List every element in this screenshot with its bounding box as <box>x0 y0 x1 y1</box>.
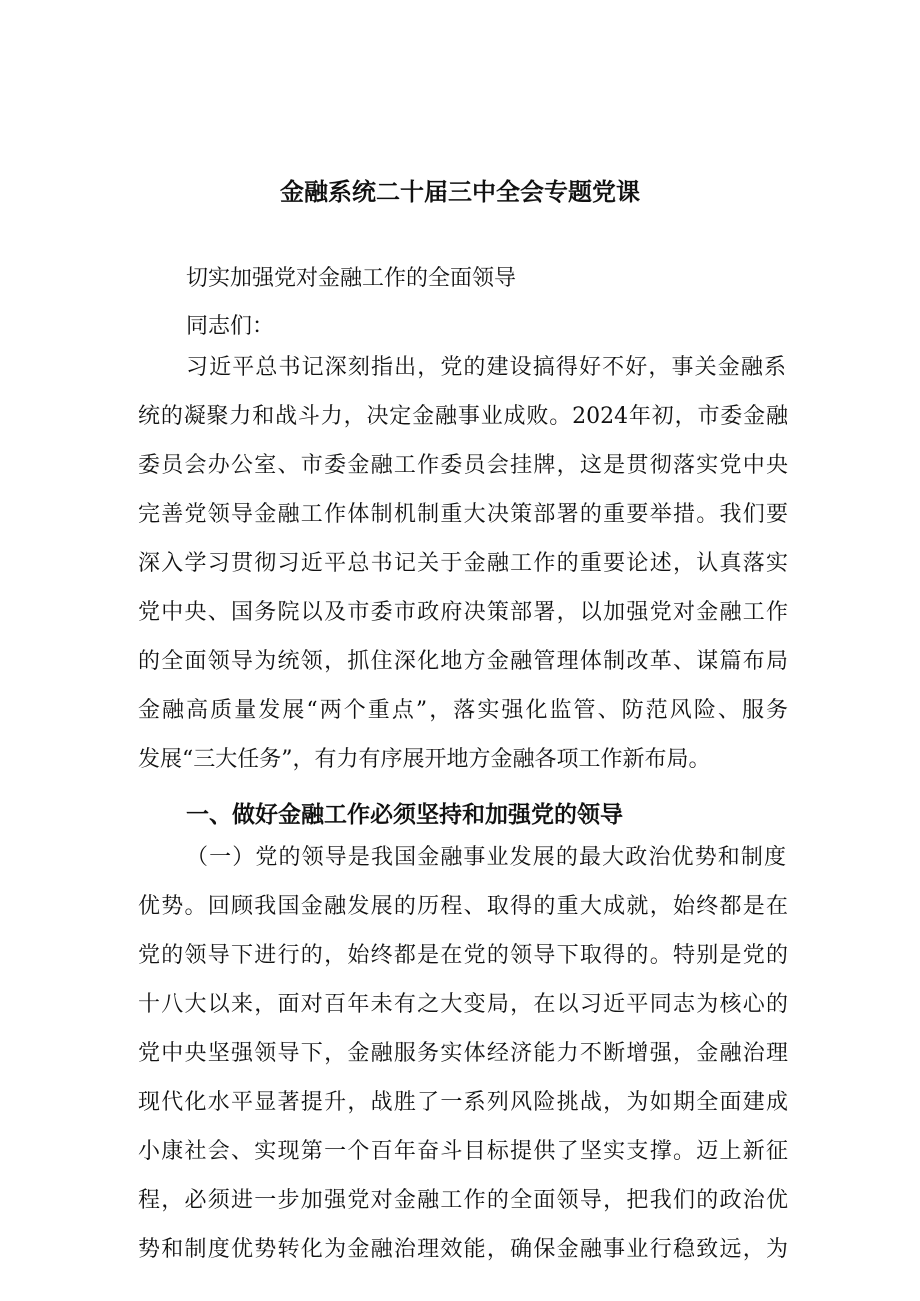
paragraph-line: 程，必须进一步加强党对金融工作的全面领导，把我们的政治优 <box>138 1188 788 1213</box>
paragraph-line: 党中央坚强领导下，金融服务实体经济能力不断增强，金融治理 <box>138 1041 788 1066</box>
paragraph-line: 的全面领导为统领，抓住深化地方金融管理体制改革、谋篇布局 <box>138 649 788 674</box>
paragraph-line: （一）党的领导是我国金融事业发展的最大政治优势和制度 <box>186 845 786 870</box>
salutation: 同志们： <box>186 314 275 339</box>
paragraph-line: 优势。回顾我国金融发展的历程、取得的重大成就，始终都是在 <box>138 894 788 919</box>
paragraph-line: 统的凝聚力和战斗力，决定金融事业成败。2024年初，市委金融 <box>138 404 788 429</box>
paragraph-line: 完善党领导金融工作体制机制重大决策部署的重要举措。我们要 <box>138 502 788 527</box>
document-subtitle: 切实加强党对金融工作的全面领导 <box>186 266 517 291</box>
paragraph-line: 小康社会、实现第一个百年奋斗目标提供了坚实支撑。迈上新征 <box>138 1139 788 1164</box>
paragraph-line: 现代化水平显著提升，战胜了一系列风险挑战，为如期全面建成 <box>138 1090 788 1115</box>
section-heading: 一、做好金融工作必须坚持和加强党的领导 <box>186 802 623 828</box>
paragraph-line: 十八大以来，面对百年未有之大变局，在以习近平同志为核心的 <box>138 992 788 1017</box>
paragraph-line: 金融高质量发展“两个重点”，落实强化监管、防范风险、服务 <box>138 698 788 723</box>
paragraph-line: 势和制度优势转化为金融治理效能，确保金融事业行稳致远，为 <box>138 1237 788 1262</box>
paragraph-line: 委员会办公室、市委金融工作委员会挂牌，这是贯彻落实党中央 <box>138 453 788 478</box>
paragraph-line: 发展“三大任务”，有力有序展开地方金融各项工作新布局。 <box>138 747 711 772</box>
paragraph-line: 党中央、国务院以及市委市政府决策部署，以加强党对金融工作 <box>138 600 788 625</box>
paragraph-line: 党的领导下进行的，始终都是在党的领导下取得的。特别是党的 <box>138 943 788 968</box>
document-title: 金融系统二十届三中全会专题党课 <box>280 178 640 206</box>
paragraph-line: 深入学习贯彻习近平总书记关于金融工作的重要论述，认真落实 <box>138 551 788 576</box>
paragraph-line: 习近平总书记深刻指出，党的建设搞得好不好，事关金融系 <box>186 355 786 380</box>
